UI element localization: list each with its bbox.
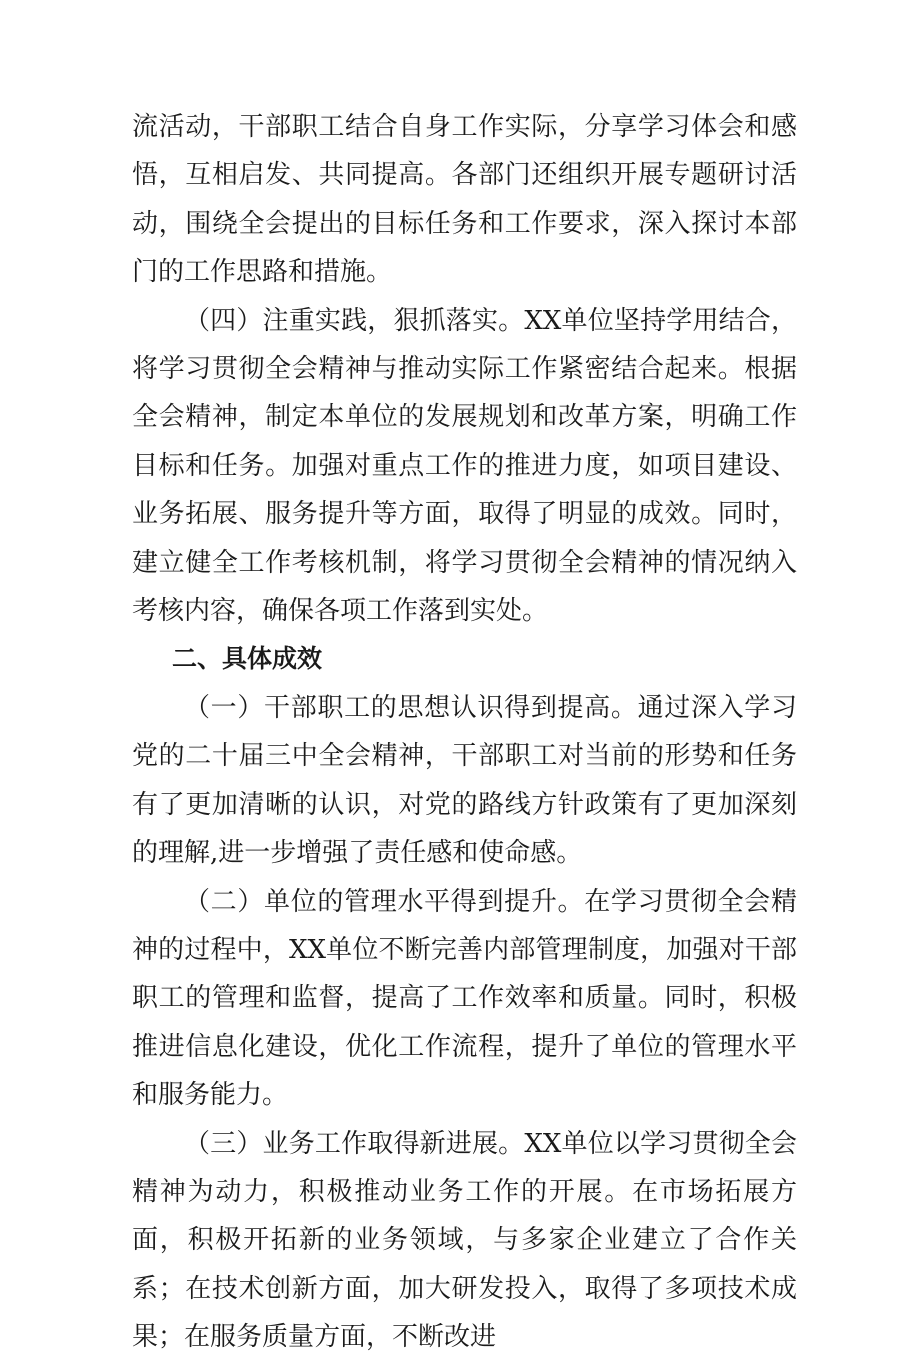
section-heading-results: 二、具体成效 [172, 644, 323, 674]
document-body [132, 103, 797, 1362]
paragraph-awareness-improved: （一）干部职工的思想认识得到提高。通过深入学习党的二十届三中全会精神，干部职工对当前的形势和任务有了更加清晰的认识，对党的路线方针政策有了更加深刻的理解,进一步增强了责任感和使命感。 [132, 692, 797, 869]
paragraph-management-improved: （二）单位的管理水平得到提升。在学习贯彻全会精神的过程中，XX单位不断完善内部管理制度，加强对干部职工的管理和监督，提高了工作效率和质量。同时，积极推进信息化建设，优化工作流程，提升了单位的管理水平和服务能力。 [132, 886, 797, 1111]
paragraph-business-progress: （三）业务工作取得新进展。XX单位以学习贯彻全会精神为动力，积极推动业务工作的开展。在市场拓展方面，积极开拓新的业务领域，与多家企业建立了合作关系；在技术创新方面，加大研发投入，取得了多项技术成果；在服务质量方面，不断改进 [132, 1128, 797, 1353]
paragraph-practice-implementation: （四）注重实践，狠抓落实。XX单位坚持学用结合，将学习贯彻全会精神与推动实际工作紧密结合起来。根据全会精神，制定本单位的发展规划和改革方案，明确工作目标和任务。加强对重点工作的推进力度，如项目建设、业务拓展、服务提升等方面，取得了明显的成效。同时，建立健全工作考核机制，将学习贯彻全会精神的情况纳入考核内容，确保各项工作落到实处。 [132, 305, 797, 627]
paragraph-continuation: 流活动，干部职工结合自身工作实际，分享学习体会和感悟，互相启发、共同提高。各部门还组织开展专题研讨活动，围绕全会提出的目标任务和工作要求，深入探讨本部门的工作思路和措施。 [132, 112, 797, 288]
